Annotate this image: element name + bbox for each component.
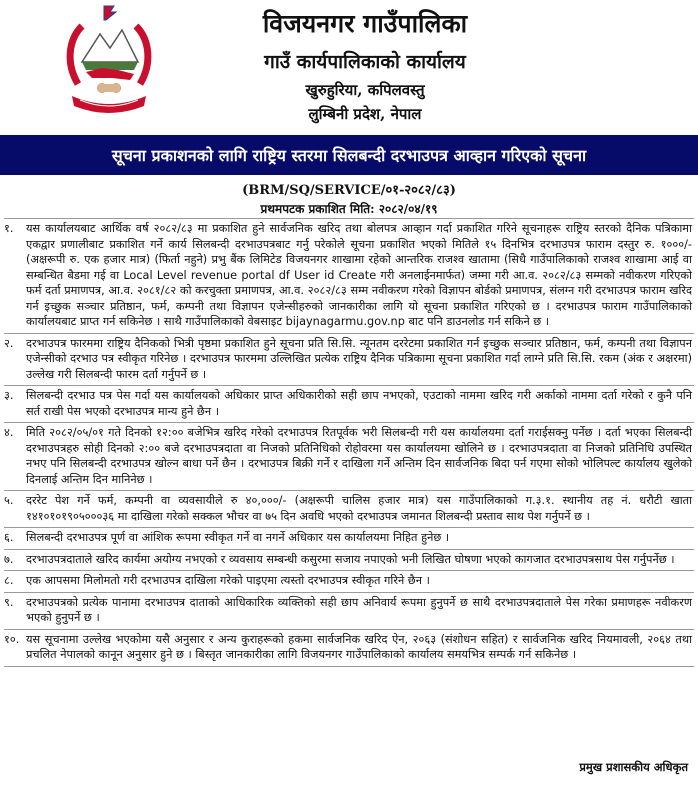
notice-item [4,528,694,550]
notice-item [4,630,694,667]
office-name: गाउँ कार्यपालिकाको कार्यालय [264,51,466,73]
item-text: यस कार्यालयबाट आर्थिक वर्ष २०८२/८३ मा प्रकाशित हुने सार्वजनिक खरिद तथा बोलपत्र आव्हान गर्दा प्रकाशित गरिने सूचनाहरू राष्ट्रिय स्तरको दैनिक पत्रिकामा एकद्वार प्रणालीबाट प्रकाशित गर्ने कार्य सिलबन्दी दरभाउपत्रबाट गर्नु परेकोले सूचना प्रकाशित भएको मितिले १५ दिनभित्र दरभाउपत्र फाराम दस्तुर रु. १०००/- (अक्षरूपी रु. एक हजार मात्र) (फिर्ता नहुने) प्रभु बैंक लिमिटेड विजयनगर शाखामा रहेको आन्तरिक राजश्व खातामा (सिधै गाउँपालिकाको राजश्व शाखामा आई वा सम्बन्धित बैडमा गई वा Local Level revenue portal df User id Create गरी अनलाईनमार्फत) जम्मा गरी आ.व. २०८२/८३ सम्मको नवीकरण गरिएको फर्म दर्ता प्रमाणपत्र, आ.व. २०८१/८२ को करचुक्ता प्रमाणपत्र, आ.व. २०८२/८३ सम्म नवीकरण गरेको विज्ञापन बोर्डको प्रमाणपत्र, संलग्न गरी दरभाउपत्र फाराम खरिद गर्न इच्छुक सञ्चार प्रतिष्ठान, फर्म, कम्पनी तथा विज्ञापन एजेन्सीहरुको जानकारीका लागि यो सूचना प्रकाशित गरिएको छ । दरभाउपत्र फाराम गाउँपालिकाको कार्यालयबाट प्राप्त गर्न सकिनेछ । साथै गाउँपालिकाको वेबसाइट bijaynagarmu.gov.np बाट पनि डाउनलोड गर्न सकिने छ । [26,222,692,328]
item-text: मिति २०८२/०५/०१ गते दिनको १२:०० बजेभित्र खरिद गरेको दरभाउपत्र रितपूर्वक भरी सिलबन्दी गरी यस कार्यालयमा दर्ता गराईसक्नु पर्नेछ । दर्ता भएका सिलबन्दी दरभाउपत्रहरु सोही दिनको २:०० बजे दरभाउपत्रदाता वा निजको प्रतिनिधिको रोहोवरमा यस कार्यालयमा खोलिने छ । दरभाउपत्रदाता वा निजको प्रतिनिधि उपस्थित नभए पनि सिलबन्दी दरभाउपत्र खोल्न बाधा पर्ने छैन । दरभाउपत्र बिक्री गर्ने र दाखिला गर्ने अन्तिम दिन सार्वजनिक बिदा पर्न गएमा सोको भोलिपल्ट कार्यालय खुलेको दिनलाई अन्तिम दिन मानिनेछ । [26,426,692,486]
notice-item [4,386,694,423]
item-number: ८. [4,574,14,587]
province-name: लुम्बिनी प्रदेश, नेपाल [308,105,422,123]
item-text: सिलबन्दी दरभाउ पत्र पेस गर्दा यस कार्यालयको अधिकार प्राप्त अधिकारीको सही छाप नभएको, एउटाको नाममा खरिद गरी अर्काको नाममा दर्ता गरेको र कुनै पनि सर्त राखी पेस भएको दरभाउपत्र मान्य हुने छैन । [26,389,692,418]
item-number: १०. [4,632,20,646]
letterhead [0,0,698,132]
signature-title: प्रमुख प्रशासकीय अधिकृत [579,760,688,774]
office-location: खुरुहुरिया, कपिलवस्तु [305,81,425,99]
item-number: ५. [4,494,14,507]
item-text: सिलबन्दी दरभाउपत्र पूर्ण वा आंशिक रूपमा स्वीकृत गर्ने वा नगर्ने अधिकार यस कार्यालयमा निहित हुनेछ । [26,531,450,544]
municipality-name: विजयनगर गाउँपालिका [262,9,468,38]
notice-item [4,550,694,572]
item-number: ९. [4,595,14,609]
item-text: दरभाउपत्र फारममा राष्ट्रिय दैनिकको भित्री पृष्ठमा प्रकाशित हुने सूचना प्रति सि.सि. न्यूनतम दररेटमा प्रकाशित गर्न इच्छुक सञ्चार प्रतिष्ठान, फर्म, कम्पनी तथा विज्ञापन एजेन्सीको दरभाउ पत्र स्वीकृत गरिनेछ । दरभाउपत्र फारममा उल्लिखित प्रत्येक राष्ट्रिय दैनिक पत्रिकामा सूचना प्रकाशित गर्दा लाग्ने प्रति सि.सि. रकम (अंक र अक्षरमा) उल्लेख गरी सिलबन्दी फारम दर्ता गर्नुपर्ने छ । [26,336,692,381]
item-text: यस सूचनामा उल्लेख भएकोमा यसै अनुसार र अन्य कुराहरूको हकमा सार्वजनिक खरिद ऐन, २०६३ (संशोधन सहित) र सार्वजनिक खरिद नियमावली, २०६४ तथा प्रचलित नेपालको कानून अनुसार हुने छ । बिस्तृत जानकारीका लागि विजयनगर गाउँपालिकाको कार्यालय समयभित्र सम्पर्क गर्न सकिनेछ । [26,632,692,661]
notice-item [4,334,694,387]
notice-item [4,218,694,334]
publish-date: प्रथमपटक प्रकाशित मिति: २०८२/०४/१९ [260,202,438,216]
item-text: दररेट पेश गर्ने फर्म, कम्पनी वा व्यवसायीले रु ४०,०००/- (अक्षरूपी चालिस हजार मात्र) यस गाउँपालिकाको ग.३.१. स्थानीय तह नं. धरौटी खाता १४१०१०१९०५०००३६ मा दाखिला गरेको सक्कल भौचर वा ७५ दिन अवधि भएको दरभाउपत्र जमानत शिलबन्दी प्रस्ताव साथ पेश गर्नुपर्ने छ । [26,494,692,523]
nepal-emblem-icon [60,4,158,116]
item-number: २. [4,336,14,350]
item-number: १. [4,222,14,235]
notice-item [4,571,694,593]
item-number: ४. [4,426,14,439]
item-text: दरभाउपत्रको प्रत्येक पानामा दरभाउपत्र दाताको आधिकारिक व्यक्तिको सही छाप अनिवार्य रूपमा हुनुपर्ने छ साथै दरभाउपत्रदाताले पेस गरेका प्रमाणहरू नवीकरण भएको हुनुपर्ने छ । [26,595,692,624]
notice-item [4,423,694,491]
item-number: ३. [4,389,14,402]
notice-item [4,491,694,528]
reference-number: (BRM/SQ/SERVICE/०१-२०८२/८३) [242,183,456,198]
item-text: एक आपसमा मिलोमतो गरी दरभाउपत्र दाखिला गरेको पाइएमा त्यस्तो दरभाउपत्र स्वीकृत गरिने छैन । [26,574,430,587]
item-number: ७. [4,552,14,566]
notice-item [4,593,694,630]
item-number: ६. [4,531,14,544]
notice-title-banner: सूचना प्रकाशनको लागि राष्ट्रिय स्तरमा सिलबन्दी दरभाउपत्र आव्हान गरिएको सूचना [0,135,698,175]
item-text: दरभाउपत्रदाताले खरिद कार्यमा अयोग्य नभएको र व्यवसाय सम्बन्धी कसुरमा सजाय नपाएको भनी लिखित घोषणा भएको कागजात दरभाउपत्रसाथ पेस गर्नुपर्नेछ । [26,552,675,566]
notice-items [4,218,694,667]
